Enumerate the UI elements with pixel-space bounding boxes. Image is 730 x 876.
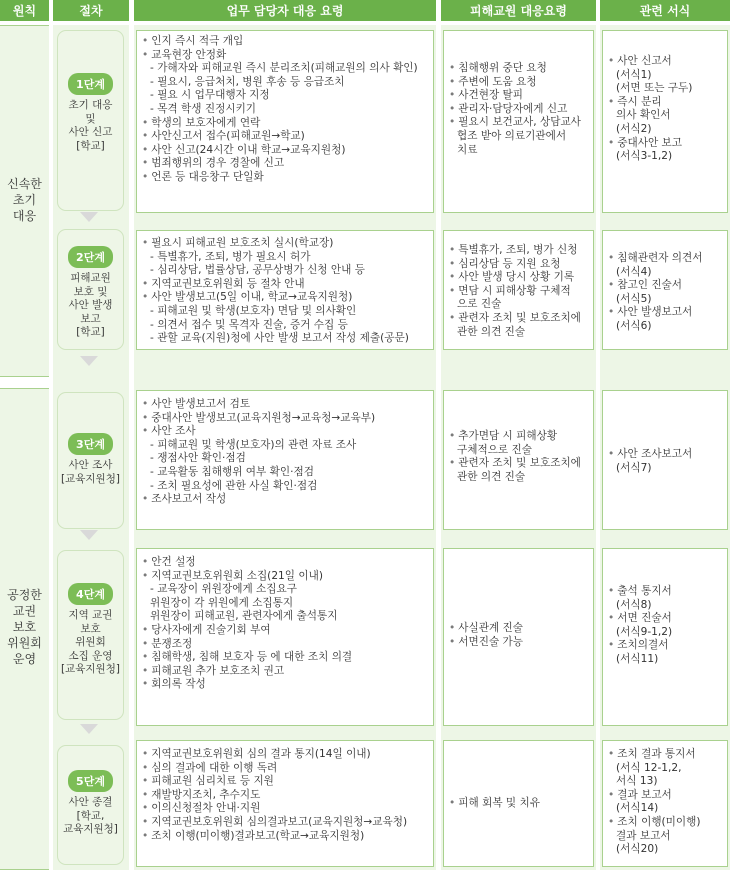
list-item: • 재발방지조치, 추수지도 — [142, 789, 407, 803]
victim-list-step-5 — [449, 797, 540, 811]
victim-list-step-1 — [449, 62, 581, 157]
list-item: • 관련자 조치 및 보호조치에 — [449, 312, 581, 326]
list-item: - 목격 학생 진정시키기 — [142, 103, 418, 117]
list-item: • 학생의 보호자에게 연락 — [142, 117, 418, 131]
list-item: • 이의신청절차 안내·지원 — [142, 802, 407, 816]
step-3-box — [57, 392, 124, 529]
list-item: 관한 의견 진술 — [457, 325, 526, 338]
list-item: • 지역교권보호위원회 소집(21일 이내) — [142, 570, 352, 584]
header-tasks: 업무 담당자 대응 요령 — [134, 0, 436, 21]
list-item: 관한 의견 진술 — [457, 470, 526, 483]
list-item: • 심의 결과에 대한 이행 독려 — [142, 762, 407, 776]
step-4-box — [57, 550, 124, 720]
victim-list-step-4 — [449, 622, 523, 649]
list-item: - 교육장이 위원장에게 소집요구 — [142, 583, 352, 597]
list-item: • 당사자에게 진술기회 부여 — [142, 624, 352, 638]
arrow-down-icon — [80, 356, 98, 366]
list-item: (서식2) — [616, 122, 652, 135]
step-3-badge: 3단계 — [68, 433, 113, 455]
step-2-badge: 2단계 — [68, 246, 113, 268]
list-item: • 인지 즉시 적극 개입 — [142, 35, 418, 49]
list-item: (서식3-1,2) — [616, 150, 673, 163]
tasks-list-step-1 — [142, 35, 418, 185]
tasks-list-step-5 — [142, 748, 407, 843]
list-item: • 결과 보고서 — [608, 789, 701, 803]
list-item: • 사안신고서 접수(피해교원→학교) — [142, 130, 418, 144]
list-item: • 조치 이행(미이행) — [608, 816, 701, 830]
list-item: • 조치의결서 — [608, 639, 672, 653]
list-item: - 쟁점사안 확인·점검 — [142, 452, 375, 466]
forms-list-step-2 — [608, 252, 703, 334]
list-item: • 안건 설정 — [142, 556, 352, 570]
list-item: (서식9-1,2) — [616, 625, 673, 638]
step-4-desc: 지역 교권 보호 위원회 소집 운영 [교육지원청] — [61, 609, 120, 675]
list-item: 으로 진술 — [457, 298, 502, 311]
list-item: 치료 — [457, 143, 478, 156]
list-item: • 참고인 진술서 — [608, 279, 703, 293]
list-item: - 가해자와 피해교원 즉시 분리조치(피해교원의 의사 확인) — [142, 62, 418, 76]
step-1-badge: 1단계 — [68, 73, 113, 95]
list-item: • 침해학생, 침해 보호자 등 에 대한 조치 의결 — [142, 651, 352, 665]
list-item: • 사건현장 탈피 — [449, 89, 581, 103]
arrow-down-icon — [80, 212, 98, 222]
list-item: • 조치 이행(미이행)결과보고(학교→교육지원청) — [142, 830, 407, 844]
list-item: • 중대사안 발생보고(교육지원청→교육청→교육부) — [142, 412, 375, 426]
step-2-box — [57, 229, 124, 350]
list-item: • 특별휴가, 조퇴, 병가 신청 — [449, 244, 581, 258]
list-item: • 교육현장 안정화 — [142, 49, 418, 63]
list-item: (서식1) — [616, 68, 652, 81]
list-item: - 조치 필요성에 관한 사실 확인·점검 — [142, 480, 375, 494]
list-item: (서식11) — [616, 652, 659, 665]
list-item: - 피해교원 및 학생(보호자) 면담 및 의사확인 — [142, 305, 409, 319]
list-item: - 필요 시 업무대행자 지정 — [142, 89, 418, 103]
list-item: (서식4) — [616, 265, 652, 278]
list-item: (서식7) — [616, 461, 652, 474]
list-item: • 범죄행위의 경우 경찰에 신고 — [142, 157, 418, 171]
list-item: (서식14) — [616, 802, 659, 815]
list-item: • 서면진술 가능 — [449, 636, 523, 650]
list-item: • 사실관계 진술 — [449, 622, 523, 636]
list-item: • 사안 발생보고서 — [608, 306, 703, 320]
step-4-badge: 4단계 — [68, 583, 113, 605]
tasks-list-step-2 — [142, 237, 409, 346]
forms-list-step-1 — [608, 55, 692, 164]
list-item: 협조 받아 의료기관에서 — [457, 129, 567, 142]
list-item: • 피해교원 추가 보호조치 권고 — [142, 665, 352, 679]
list-item: 의사 확인서 — [616, 109, 671, 122]
list-item: - 관할 교육(지원)청에 사안 발생 보고서 작성 제출(공문) — [142, 332, 409, 346]
step-5-desc: 사안 종결 [학교, 교육지원청] — [63, 796, 118, 835]
list-item: • 침해관련자 의견서 — [608, 252, 703, 266]
step-3-desc: 사안 조사 [교육지원청] — [61, 459, 120, 485]
list-item: (서식6) — [616, 319, 652, 332]
list-item: • 지역교권보호위원회 심의 결과 통지(14일 이내) — [142, 748, 407, 762]
header-procedure: 절차 — [53, 0, 129, 21]
arrow-down-icon — [80, 530, 98, 540]
forms-list-step-5 — [608, 748, 701, 857]
list-item: 위원장이 각 위원에게 소집통지 — [150, 596, 294, 609]
list-item: • 필요시 피해교원 보호조치 실시(학교장) — [142, 237, 409, 251]
header-victim: 피해교원 대응요령 — [441, 0, 596, 21]
list-item: - 피해교원 및 학생(보호자)의 관련 자료 조사 — [142, 439, 375, 453]
list-item: (서면 또는 구두) — [616, 82, 693, 95]
tasks-list-step-3 — [142, 398, 375, 507]
list-item: • 분쟁조정 — [142, 638, 352, 652]
list-item: • 사안 발생보고(5일 이내, 학교→교육지원청) — [142, 291, 409, 305]
list-item: 서식 13) — [616, 775, 658, 788]
list-item: • 주변에 도움 요청 — [449, 76, 581, 90]
list-item: (서식 12-1,2, — [616, 761, 682, 774]
list-item: 결과 보고서 — [616, 829, 671, 842]
list-item: • 즉시 분리 — [608, 96, 692, 110]
list-item: • 서면 진술서 — [608, 612, 672, 626]
list-item: • 사안 조사보고서 — [608, 448, 692, 462]
list-item: - 의견서 접수 및 목격자 진술, 증거 수집 등 — [142, 319, 409, 333]
principle-2: 공정한 교권 보호 위원회 운영 — [7, 588, 42, 666]
list-item: • 언론 등 대응창구 단일화 — [142, 171, 418, 185]
list-item: (서식20) — [616, 843, 659, 856]
list-item: • 지역교권보호위원회 등 절차 안내 — [142, 278, 409, 292]
arrow-down-icon — [80, 724, 98, 734]
list-item: • 심리상담 등 지원 요청 — [449, 258, 581, 272]
list-item: • 피해교원 심리치료 등 지원 — [142, 775, 407, 789]
list-item: • 지역교권보호위원회 심의결과보고(교육지원청→교육청) — [142, 816, 407, 830]
list-item: • 추가면담 시 피해상황 — [449, 430, 581, 444]
list-item: • 필요시 보건교사, 상담교사 — [449, 116, 581, 130]
step-1-desc: 초기 대응 및 사안 신고 [학교] — [68, 99, 113, 152]
list-item: - 심리상담, 법률상담, 공무상병가 신청 안내 등 — [142, 264, 409, 278]
list-item: • 사안 발생 당시 상황 기록 — [449, 271, 581, 285]
list-item: • 관련자 조치 및 보호조치에 — [449, 457, 581, 471]
principle-1: 신속한 초기 대응 — [7, 177, 42, 223]
list-item: • 침해행위 중단 요청 — [449, 62, 581, 76]
victim-list-step-2 — [449, 244, 581, 339]
header-principle: 원칙 — [0, 0, 49, 21]
list-item: • 관리자·담당자에게 신고 — [449, 103, 581, 117]
tasks-list-step-4 — [142, 556, 352, 692]
list-item: • 출석 통지서 — [608, 585, 672, 599]
step-5-badge: 5단계 — [68, 770, 113, 792]
victim-list-step-3 — [449, 430, 581, 484]
step-1-box — [57, 30, 124, 211]
list-item: • 회의록 작성 — [142, 678, 352, 692]
forms-list-step-3 — [608, 448, 692, 475]
step-2-desc: 피해교원 보호 및 사안 발생 보고 [학교] — [68, 272, 113, 338]
list-item: • 사안 발생보고서 검토 — [142, 398, 375, 412]
list-item: • 조사보고서 작성 — [142, 493, 375, 507]
list-item: - 교육활동 침해행위 여부 확인·점검 — [142, 466, 375, 480]
list-item: • 사안 신고(24시간 이내 학교→교육지원청) — [142, 144, 418, 158]
list-item: - 필요시, 응급처치, 병원 후송 등 응급조치 — [142, 76, 418, 90]
list-item: 구체적으로 진술 — [457, 443, 533, 456]
list-item: • 사안 조사 — [142, 425, 375, 439]
list-item: (서식5) — [616, 292, 652, 305]
header-forms: 관련 서식 — [600, 0, 730, 21]
list-item: - 특별휴가, 조퇴, 병가 필요시 허가 — [142, 251, 409, 265]
list-item: • 사안 신고서 — [608, 55, 692, 69]
list-item: • 피해 회복 및 치유 — [449, 797, 540, 811]
list-item: 위원장이 피해교원, 관련자에게 출석통지 — [150, 610, 338, 623]
step-5-box — [57, 745, 124, 865]
list-item: • 조치 결과 통지서 — [608, 748, 701, 762]
forms-list-step-4 — [608, 585, 672, 667]
list-item: • 중대사안 보고 — [608, 137, 692, 151]
list-item: (서식8) — [616, 598, 652, 611]
list-item: • 면담 시 피해상황 구체적 — [449, 285, 581, 299]
